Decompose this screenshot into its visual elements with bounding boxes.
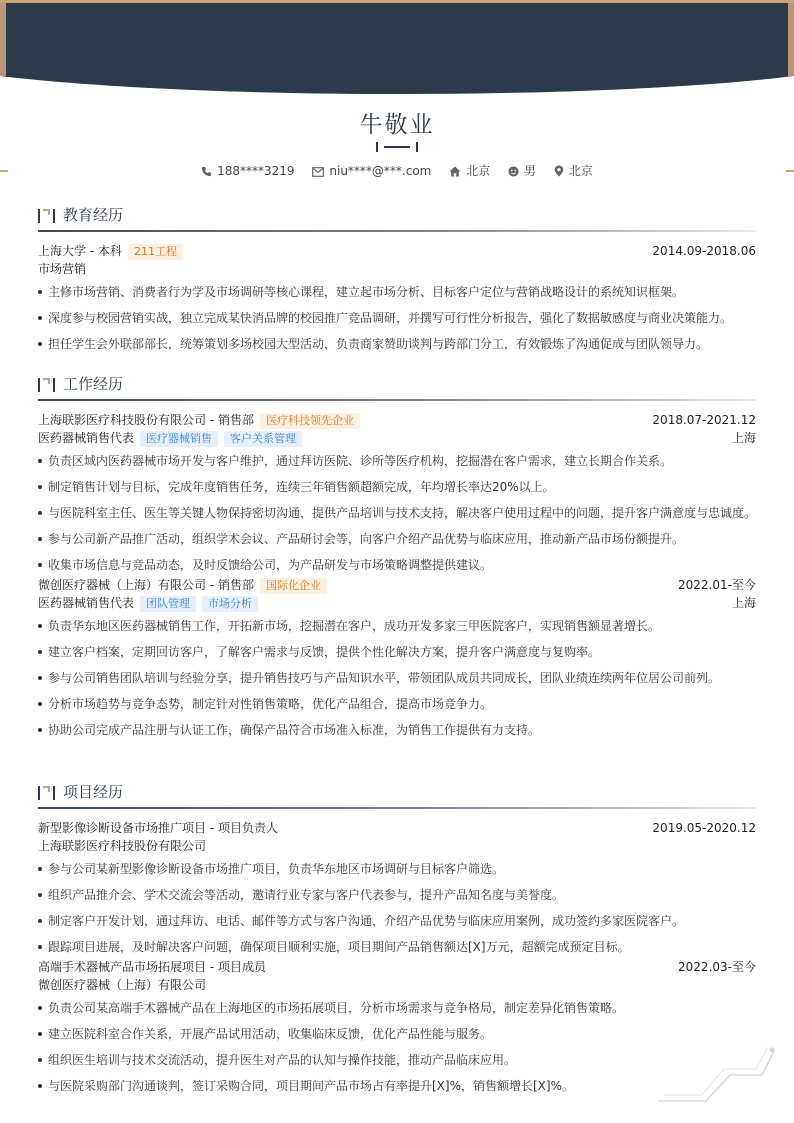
list-item: 主修市场营销、消费者行为学及市场调研等核心课程，建立起市场分析、目标客户定位与营销战略设计的系统知识框架。 — [38, 281, 756, 303]
role-row — [38, 429, 756, 447]
project-period: 2022.03-至今 — [678, 960, 756, 974]
section-marker-icon — [38, 209, 56, 223]
list-item: 制定客户开发计划，通过拜访、电话、邮件等方式与客户沟通，介绍产品优势与临床应用案例，成功签约多家医院客户。 — [38, 910, 756, 932]
work-bullets — [38, 450, 756, 576]
skill-tag: 客户关系管理 — [224, 431, 302, 447]
list-item: 负责华东地区医药器械销售工作，开拓新市场，挖掘潜在客户，成功开发多家三甲医院客户，实现销售额显著增长。 — [38, 615, 756, 637]
list-item: 参与公司销售团队培训与经验分享，提升销售技巧与产品知识水平，带领团队成员共同成长，团队业绩连续两年位居公司前列。 — [38, 667, 756, 689]
list-item: 组织医生培训与技术交流活动，提升医生对产品的认知与操作技能，推动产品临床应用。 — [38, 1049, 756, 1071]
location-icon — [554, 165, 564, 177]
work-entry — [38, 411, 756, 576]
list-item: 协助公司完成产品注册与认证工作，确保产品符合市场准入标准，为销售工作提供有力支持。 — [38, 719, 756, 741]
section-marker-icon — [38, 786, 56, 800]
contact-info — [0, 162, 794, 179]
contact-gender: 男 — [508, 162, 536, 179]
education-major-row — [38, 260, 756, 278]
list-item: 分析市场趋势与竞争态势，制定针对性销售策略，优化产品组合，提高市场竞争力。 — [38, 693, 756, 715]
list-item: 制定销售计划与目标，完成年度销售任务，连续三年销售额超额完成，年均增长率达20%以上。 — [38, 476, 756, 498]
section-divider — [38, 399, 756, 401]
education-period: 2014.09-2018.06 — [652, 244, 756, 258]
home-icon — [449, 166, 461, 177]
contact-phone: 188****3219 — [201, 164, 294, 178]
list-item: 负责区域内医药器械市场开发与客户维护，通过拜访医院、诊所等医疗机构，挖掘潜在客户需求，建立长期合作关系。 — [38, 450, 756, 472]
education-header — [38, 202, 756, 230]
contact-email: niu****@***.com — [312, 164, 431, 178]
project-title-row — [38, 958, 756, 976]
work-header — [38, 371, 756, 399]
project-org: 微创医疗器械（上海）有限公司 — [38, 978, 207, 992]
contact-home: 北京 — [449, 162, 490, 179]
email-icon — [312, 167, 324, 177]
list-item: 收集市场信息与竞品动态，及时反馈给公司，为产品研发与市场策略调整提供建议。 — [38, 554, 756, 576]
list-item: 深度参与校园营销实战，独立完成某快消品牌的校园推广竞品调研，并撰写可行性分析报告，强化了数据敏感度与商业决策能力。 — [38, 307, 756, 329]
company-tag: 国际化企业 — [260, 578, 327, 594]
company-row — [38, 411, 756, 429]
school-name: 上海大学 - 本科 — [38, 244, 122, 258]
project-org-row — [38, 837, 756, 855]
work-section — [38, 371, 756, 741]
major: 市场营销 — [38, 262, 87, 276]
project-bullets — [38, 997, 756, 1097]
project-name: 高端手术器械产品市场拓展项目 - 项目成员 — [38, 960, 266, 974]
list-item: 与医院采购部门沟通谈判，签订采购合同，项目期间产品市场占有率提升[X]%，销售额增长[X]%。 — [38, 1075, 756, 1097]
skill-tag: 市场分析 — [202, 596, 258, 612]
section-divider — [38, 230, 756, 232]
projects-header — [38, 779, 756, 807]
education-section — [38, 202, 756, 355]
project-title-row — [38, 819, 756, 837]
project-entry — [38, 958, 756, 1097]
list-item: 负责公司某高端手术器械产品在上海地区的市场拓展项目，分析市场需求与竞争格局，制定差异化销售策略。 — [38, 997, 756, 1019]
section-marker-icon — [38, 378, 56, 392]
name-divider — [376, 142, 418, 152]
section-title: 教育经历 — [63, 206, 124, 224]
corner-decoration — [658, 1045, 776, 1103]
list-item: 参与公司某新型影像诊断设备市场推广项目，负责华东地区市场调研与目标客户筛选。 — [38, 858, 756, 880]
education-school-row — [38, 242, 756, 260]
company-name: 微创医疗器械（上海）有限公司 - 销售部 — [38, 578, 254, 592]
list-item: 建立医院科室合作关系，开展产品试用活动，收集临床反馈，优化产品性能与服务。 — [38, 1023, 756, 1045]
section-divider — [38, 807, 756, 809]
candidate-name: 牛敬业 — [359, 112, 435, 138]
job-title: 医药器械销售代表 — [38, 431, 135, 445]
project-org: 上海联影医疗科技股份有限公司 — [38, 839, 207, 853]
list-item: 担任学生会外联部部长，统筹策划多场校园大型活动，负责商家赞助谈判与跨部门分工，有效锻炼了沟通促成与团队领导力。 — [38, 333, 756, 355]
work-period: 2018.07-2021.12 — [652, 413, 756, 427]
contact-location: 北京 — [554, 162, 593, 179]
company-tag: 医疗科技领先企业 — [260, 413, 360, 429]
job-title: 医药器械销售代表 — [38, 596, 135, 610]
list-item: 组织产品推介会、学术交流会等活动，邀请行业专家与客户代表参与，提升产品知名度与美誉度。 — [38, 884, 756, 906]
list-item: 建立客户档案，定期回访客户，了解客户需求与反馈，提供个性化解决方案，提升客户满意度与复购率。 — [38, 641, 756, 663]
skill-tag: 团队管理 — [140, 596, 196, 612]
work-entry — [38, 576, 756, 741]
work-period: 2022.01-至今 — [678, 578, 756, 592]
project-name: 新型影像诊断设备市场推广项目 - 项目负责人 — [38, 821, 278, 835]
work-city: 上海 — [731, 431, 756, 445]
list-item: 参与公司新产品推广活动，组织学术会议、产品研讨会等，向客户介绍产品优势与临床应用，推动新产品市场份额提升。 — [38, 528, 756, 550]
work-bullets — [38, 615, 756, 741]
company-row — [38, 576, 756, 594]
section-title: 项目经历 — [63, 783, 124, 801]
phone-icon — [201, 166, 212, 177]
education-bullets — [38, 281, 756, 355]
company-name: 上海联影医疗科技股份有限公司 - 销售部 — [38, 413, 254, 427]
project-period: 2019.05-2020.12 — [652, 821, 756, 835]
project-entry — [38, 819, 756, 958]
skill-tag: 医疗器械销售 — [140, 431, 218, 447]
project-bullets — [38, 858, 756, 958]
list-item: 跟踪项目进展，及时解决客户问题，确保项目顺利实施，项目期间产品销售额达[X]万元，超额完成预定目标。 — [38, 936, 756, 958]
work-city: 上海 — [731, 596, 756, 610]
section-title: 工作经历 — [63, 375, 124, 393]
education-entry — [38, 242, 756, 355]
role-row — [38, 594, 756, 612]
projects-section — [38, 779, 756, 1097]
school-tag: 211工程 — [128, 244, 183, 260]
list-item: 与医院科室主任、医生等关键人物保持密切沟通，提供产品培训与技术支持，解决客户使用过程中的问题，提升客户满意度与忠诚度。 — [38, 502, 756, 524]
project-org-row — [38, 976, 756, 994]
gender-icon — [508, 166, 519, 177]
header-banner — [0, 0, 794, 100]
